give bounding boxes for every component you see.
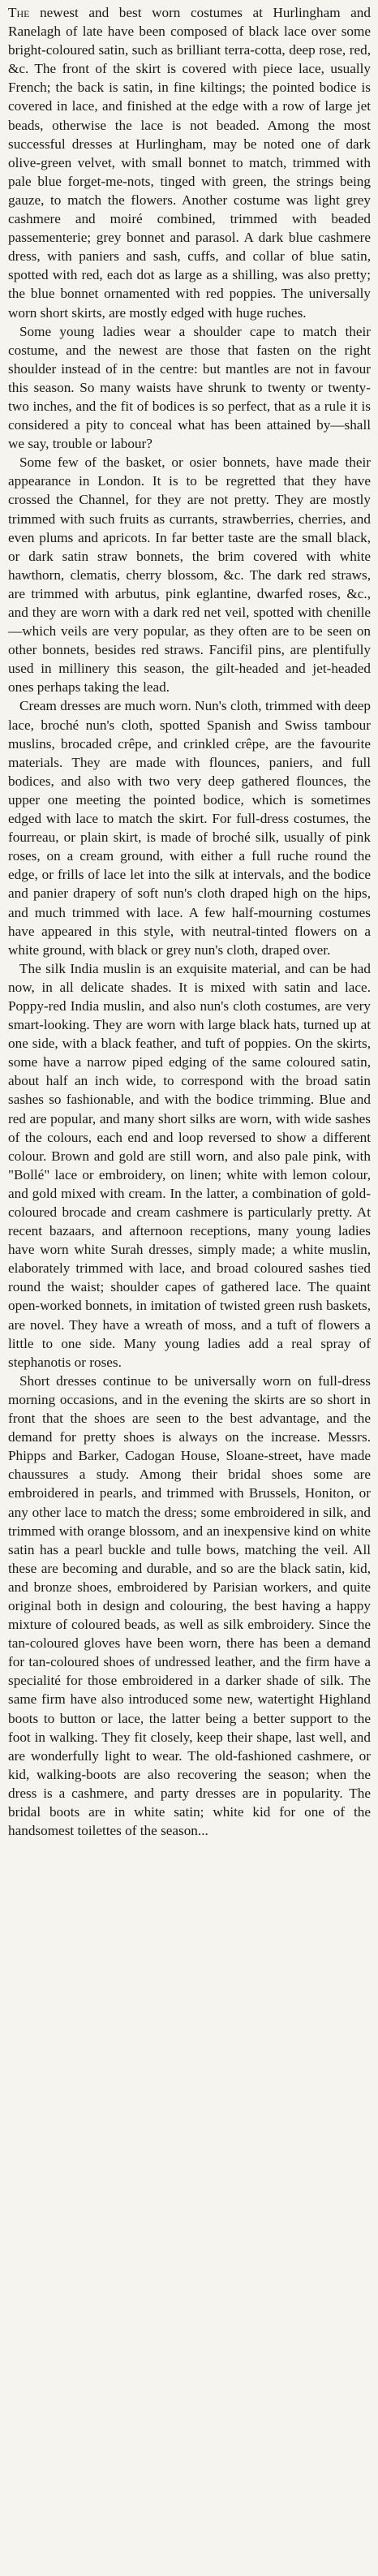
article-paragraph-4: Cream dresses are much worn. Nun's cloth, trimmed with deep lace, broché nun's cloth, spotted Spanish and Swiss tambour muslins, brocaded crêpe, and crinkled crêpe, are the favourite materials. They are made with flounces, paniers, and full bodices, and also with two very deep gathered flounces, the upper one meeting the pointed bodice, which is sometimes edged with lace to match the skirt. For full-dress costumes, the fourreau, or plain skirt, is made of broché silk, usually of pink roses, on a cream ground, with either a full ruche round the edge, or frills of lace let into the silk at intervals, and the bodice and panier drapery of soft nun's cloth draped high on the hips, and much trimmed with lace. A few half-mourning costumes have appeared in this style, with neutral-tinted flowers on a white ground, with black or grey nun's cloth, draped over. (8, 698, 371, 958)
article-paragraph-3: Some few of the basket, or osier bonnets, have made their appearance in London. It is to be regretted that they have crossed the Channel, for they are not pretty. They are mostly trimmed with such fruits as currants, strawberries, cherries, and even plums and apricots. In far better taste are the small black, or dark satin straw bonnets, the brim covered with white hawthorn, clematis, cherry blossom, &c. The dark red straws, are trimmed with arbutus, pink eglantine, dwarfed roses, &c., and they are worn with a dark red net veil, spotted with chenille—which veils are very popular, as they often are to be seen on other bonnets, besides red straws. Fancifil pins, are plentifully used in millinery this season, the gilt-headed and jet-headed ones perhaps taking the lead. (8, 454, 371, 696)
article-paragraph-6: Short dresses continue to be universally worn on full-dress morning occasions, and in the evening the skirts are so short in front that the shoes are seen to the best advantage, and the demand for pretty shoes is always on the increase. Messrs. Phipps and Barker, Cadogan House, Sloane-street, have made chaussures a study. Among their bridal shoes some are embroidered in pearls, and trimmed with Brussels, Honiton, or any other lace to match the dress; some embroidered in silk, and trimmed with orange blossom, and an inexpensive kind on white satin has a pearl buckle and tulle bows, matching the veil. All these are becoming and durable, and so are the black satin, kid, and bronze shoes, embroidered by Parisian workers, and quite original both in design and colouring, the best having a happy mixture of coloured beads, as well as silk embroidery. Since the tan-coloured gloves have been worn, there has been a demand for tan-coloured shoes of undressed leather, and the firm have a specialité for those embroidered in a darker shade of silk. The same firm have also introduced some new, watertight Highland boots to button or lace, the latter being a better support to the foot in walking. They fit closely, keep their shape, last well, and are wonderfully light to wear. The old-fashioned cashmere, or kid, walking-boots are also recovering the season; when the dress is a cashmere, and party dresses are in popularity. The bridal boots are in white satin; white kid for one of the handsomest toilettes of the season... (8, 1372, 371, 1839)
lead-word: The (8, 5, 30, 20)
article-paragraph-5: The silk India muslin is an exquisite material, and can be had now, in all delicate shades. It is mixed with satin and lace. Poppy-red India muslin, and also nun's cloth costumes, are very smart-looking. They are worn with large black hats, turned up at one side, with a black feather, and tuft of poppies. On the skirts, some have a narrow piped edging of the same coloured satin, about half an inch wide, to correspond with the broad satin sashes so fashionable, and with the bodice trimming. Blue and red are popular, and many short silks are worn, with wide sashes of the colours, each end and loop reversed to show a different colour. Brown and gold are still worn, and also pale pink, with "Bollé" lace or embroidery, on linen; white with lemon colour, and gold mixed with cream. In the latter, a combination of gold-coloured brocade and cream cashmere is particularly pretty. At recent bazaars, and afternoon receptions, many young ladies have worn white Surah dresses, simply made; a white muslin, elaborately trimmed with lace, and broad coloured sashes tied round the waist; shoulder capes of gathered lace. The quaint open-worked bonnets, in imitation of twisted green rush baskets, are novel. They have a wreath of moss, and a tuft of flowers a little to one side. Many young ladies add a real spray of stephanotis or roses. (8, 960, 371, 1370)
article-paragraph-1 (8, 3, 371, 322)
paragraph-text: newest and best worn costumes at Hurlingham and Ranelagh of late have been composed of black lace over some bright-coloured satin, such as brilliant terra-cotta, deep rose, red, &c. The front of the skirt is covered with piece lace, usually French; the back is satin, in fine kiltings; the pointed bodice is covered in lace, and finished at the edge with a row of large jet beads, otherwise the lace is not beaded. Among the most successful dresses at Hurlingham, may be noted one of dark olive-green velvet, with small bonnet to match, trimmed with pale blue forget-me-nots, tinged with green, the strings being gauze, to match the flowers. Another costume was light grey cashmere and moiré combined, trimmed with beaded passementerie; grey bonnet and parasol. A dark blue cashmere dress, with paniers and sash, cuffs, and collar of blue satin, spotted with red, each dot as large as a shilling, was also pretty; the blue bonnet ornamented with red poppies. The universally worn short skirts, are mostly edged with huge ruches. (8, 5, 371, 321)
article-paragraph-2: Some young ladies wear a shoulder cape to match their costume, and the newest are those that fasten on the right shoulder instead of in the centre: but mantles are not in favour this season. So many waists have shrunk to twenty or twenty-two inches, and the fit of bodices is so perfect, that as a rule it is considered a pity to conceal what has been attained by—shall we say, trouble or labour? (8, 323, 371, 452)
